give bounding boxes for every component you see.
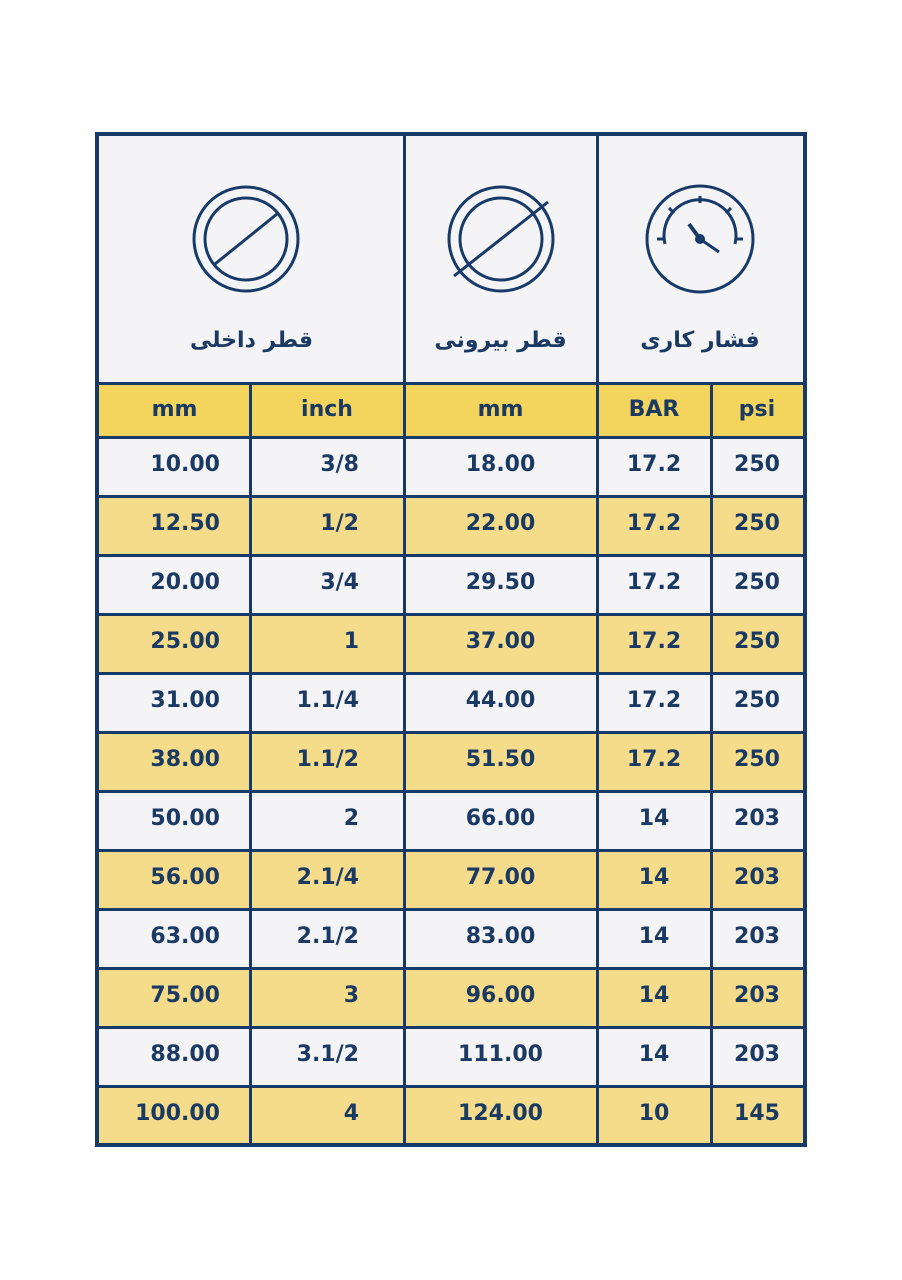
table-row <box>99 555 803 614</box>
outer-mm-unit: mm <box>477 397 524 422</box>
row-divider <box>99 1085 803 1088</box>
row-divider <box>99 849 803 852</box>
inner-inch-cell: 3.1/2 <box>296 1042 359 1067</box>
icon-header-row <box>99 136 803 383</box>
outer-mm-cell: 44.00 <box>465 688 536 713</box>
inner-mm-cell: 20.00 <box>150 570 220 595</box>
inner-inch-cell: 3/4 <box>320 570 359 595</box>
psi-cell: 203 <box>734 806 780 831</box>
row-divider <box>99 967 803 970</box>
inner-mm-unit: mm <box>151 397 198 422</box>
bar-cell: 14 <box>638 983 670 1008</box>
inner-mm-cell: 100.00 <box>135 1101 220 1126</box>
inner-inch-cell: 2.1/4 <box>296 865 359 890</box>
outer-mm-cell: 66.00 <box>465 806 536 831</box>
inner-mm-cell: 25.00 <box>150 629 220 654</box>
inner-diameter-label: قطر داخلی <box>189 328 314 353</box>
inner-mm-cell: 88.00 <box>150 1042 220 1067</box>
table-row <box>99 673 803 732</box>
psi-unit: psi <box>738 397 776 422</box>
inner-mm-cell: 38.00 <box>150 747 220 772</box>
inner-inch-cell: 1.1/2 <box>296 747 359 772</box>
outer-mm-cell: 29.50 <box>465 570 536 595</box>
bar-cell: 14 <box>638 865 670 890</box>
row-divider <box>99 672 803 675</box>
table-row <box>99 732 803 791</box>
bar-cell: 17.2 <box>626 570 682 595</box>
inner-inch-cell: 2 <box>343 806 359 831</box>
outer-mm-cell: 18.00 <box>465 452 536 477</box>
row-divider <box>99 731 803 734</box>
psi-cell: 250 <box>734 688 780 713</box>
outer-mm-cell: 22.00 <box>465 511 536 536</box>
inner-mm-cell: 75.00 <box>150 983 220 1008</box>
outer-mm-cell: 77.00 <box>465 865 536 890</box>
table-row <box>99 968 803 1027</box>
inner-inch-cell: 2.1/2 <box>296 924 359 949</box>
outer-diameter-header <box>404 136 597 383</box>
psi-cell: 250 <box>734 511 780 536</box>
column-divider <box>596 136 599 1143</box>
inner-inch-cell: 3/8 <box>320 452 359 477</box>
inner-mm-cell: 50.00 <box>150 806 220 831</box>
outer-mm-cell: 124.00 <box>458 1101 543 1126</box>
outer-diameter-icon <box>446 184 556 294</box>
bar-cell: 14 <box>638 1042 670 1067</box>
table-row <box>99 850 803 909</box>
row-divider <box>99 1026 803 1029</box>
working-pressure-label: فشار کاری <box>640 328 760 353</box>
column-divider <box>403 136 406 1143</box>
outer-mm-cell: 111.00 <box>458 1042 543 1067</box>
table-row <box>99 496 803 555</box>
working-pressure-header <box>597 136 803 383</box>
table-row <box>99 437 803 496</box>
row-divider <box>99 613 803 616</box>
row-divider <box>99 495 803 498</box>
psi-cell: 250 <box>734 629 780 654</box>
row-divider <box>99 436 803 439</box>
outer-mm-cell: 51.50 <box>465 747 536 772</box>
outer-mm-cell: 37.00 <box>465 629 536 654</box>
table-row <box>99 909 803 968</box>
row-divider <box>99 382 803 385</box>
inner-mm-cell: 56.00 <box>150 865 220 890</box>
psi-cell: 203 <box>734 983 780 1008</box>
inner-mm-cell: 10.00 <box>150 452 220 477</box>
psi-cell: 203 <box>734 865 780 890</box>
table-row <box>99 791 803 850</box>
bar-cell: 17.2 <box>626 629 682 654</box>
inner-inch-cell: 1/2 <box>320 511 359 536</box>
psi-cell: 250 <box>734 570 780 595</box>
inner-diameter-icon <box>191 184 301 294</box>
outer-mm-cell: 96.00 <box>465 983 536 1008</box>
bar-cell: 17.2 <box>626 452 682 477</box>
row-divider <box>99 554 803 557</box>
row-divider <box>99 790 803 793</box>
psi-cell: 250 <box>734 747 780 772</box>
bar-cell: 14 <box>638 924 670 949</box>
inner-mm-cell: 12.50 <box>150 511 220 536</box>
inner-mm-cell: 31.00 <box>150 688 220 713</box>
psi-cell: 250 <box>734 452 780 477</box>
inner-inch-cell: 4 <box>343 1101 359 1126</box>
units-header-row <box>99 383 803 437</box>
bar-cell: 10 <box>638 1101 670 1126</box>
inner-mm-cell: 63.00 <box>150 924 220 949</box>
bar-unit: BAR <box>628 397 680 422</box>
inner-inch-cell: 1.1/4 <box>296 688 359 713</box>
inner-inch-unit: inch <box>301 397 353 422</box>
psi-cell: 203 <box>734 1042 780 1067</box>
hose-spec-table <box>95 132 807 1147</box>
bar-cell: 17.2 <box>626 688 682 713</box>
bar-cell: 17.2 <box>626 747 682 772</box>
inner-inch-cell: 3 <box>343 983 359 1008</box>
table-row <box>99 614 803 673</box>
inner-inch-cell: 1 <box>343 629 359 654</box>
outer-diameter-label: قطر بیرونی <box>434 328 567 353</box>
psi-cell: 145 <box>734 1101 780 1126</box>
row-divider <box>99 908 803 911</box>
bar-cell: 17.2 <box>626 511 682 536</box>
table-row <box>99 1086 803 1143</box>
inner-diameter-header <box>99 136 404 383</box>
outer-mm-cell: 83.00 <box>465 924 536 949</box>
table-row <box>99 1027 803 1086</box>
pressure-gauge-icon <box>645 184 755 294</box>
psi-cell: 203 <box>734 924 780 949</box>
bar-cell: 14 <box>638 806 670 831</box>
